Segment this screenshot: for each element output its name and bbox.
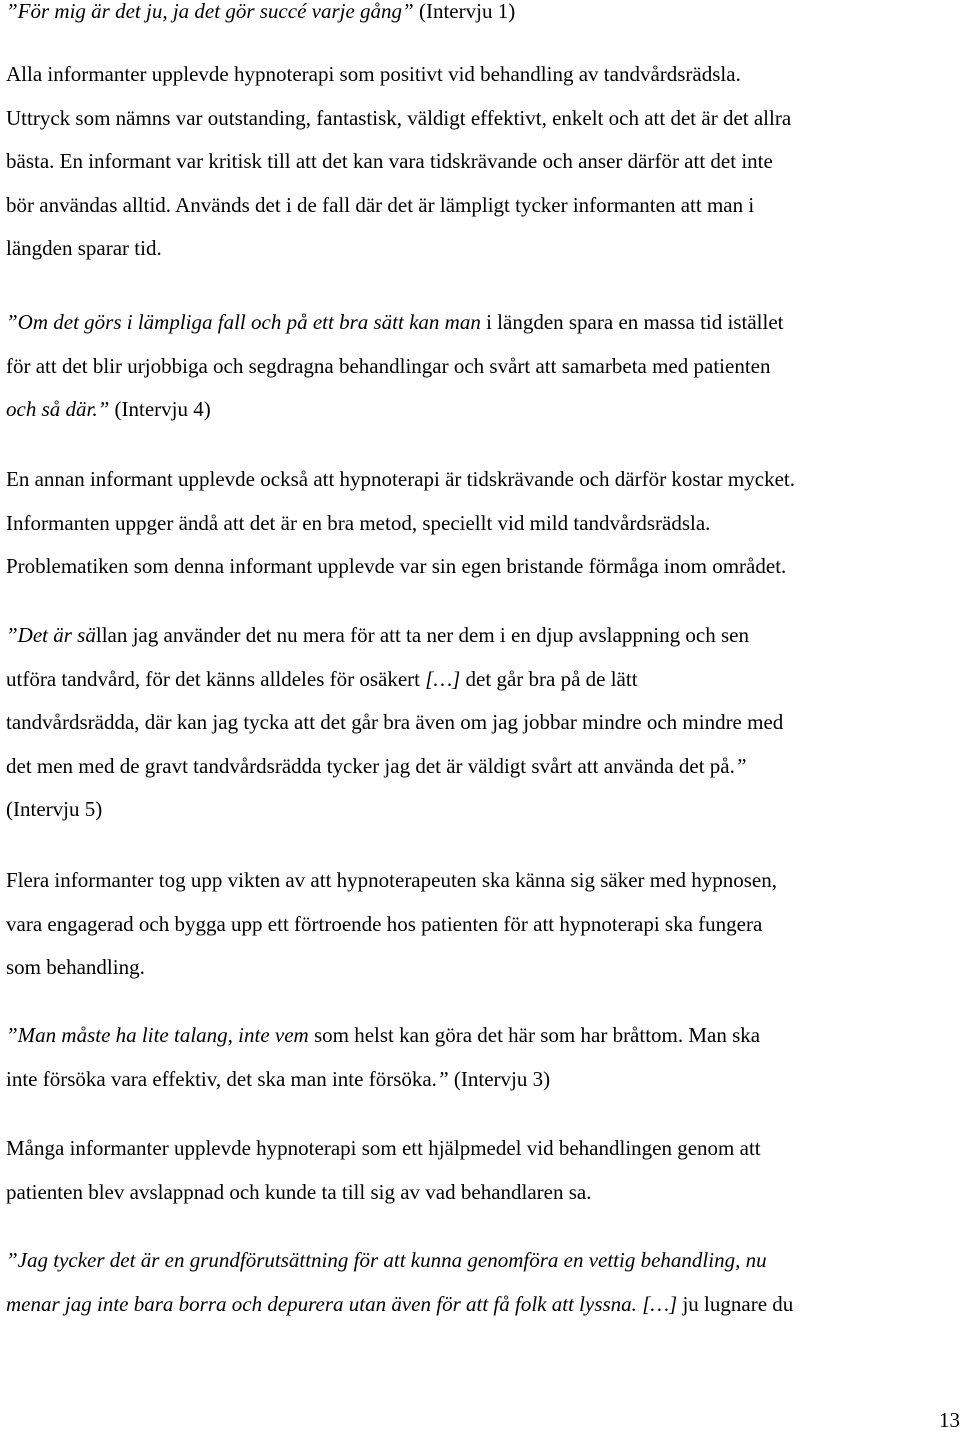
paragraph-line: Problematiken som denna informant upplevde var sin egen bristande förmåga inom området. (6, 554, 787, 578)
paragraph-line: patienten blev avslappnad och kunde ta till sig av vad behandlaren sa. (6, 1179, 592, 1204)
paragraph-line: längden sparar tid. (6, 236, 162, 260)
quote-text: det men med de gravt tandvårdsrädda tycker jag det är väldigt svårt att använda det på. (6, 753, 735, 778)
paragraph-line: Flera informanter tog upp vikten av att hypnoterapeuten ska känna sig säker med hypnosen, (6, 868, 777, 892)
paragraph-line: vara engagerad och bygga upp ett förtroende hos patienten för att hypnoterapi ska fungera (6, 911, 763, 936)
quote-line (6, 658, 956, 702)
quote-text: menar jag inte bara borra och depurera utan även för att få folk att lyssna. (6, 1291, 637, 1316)
quote-line (6, 0, 956, 34)
quote-line (6, 1239, 956, 1283)
paragraph-3 (6, 859, 956, 990)
quote-line (6, 1058, 956, 1102)
quote-line (6, 614, 956, 658)
quote-text: inte försöka vara effektiv, det ska man inte försöka. (6, 1066, 437, 1091)
paragraph-line: Alla informanter upplevde hypnoterapi som positivt vid behandling av tandvårdsrädsla. (6, 62, 741, 86)
quote-intervju-3 (6, 1014, 956, 1101)
quote-source: (Intervju 3) (448, 1066, 551, 1091)
paragraph-4 (6, 1127, 956, 1214)
quote-intervju-4 (6, 301, 956, 432)
quote-text: ju lugnare du (677, 1291, 794, 1316)
quote-text: ”Det är sä (6, 623, 96, 647)
quote-text: ”Man måste ha lite talang, inte vem (6, 1023, 309, 1047)
quote-line (6, 301, 956, 345)
quote-line (6, 1283, 956, 1327)
quote-mark: ” (734, 753, 747, 778)
quote-text: i längden spara en massa tid istället (480, 310, 784, 334)
paragraph-line: Många informanter upplevde hypnoterapi som ett hjälpmedel vid behandlingen genom att (6, 1136, 761, 1160)
paragraph-line: Informanten uppger ändå att det är en bra metod, speciellt vid mild tandvårdsrädsla. (6, 510, 711, 535)
quote-text: ”Jag tycker det är en grundförutsättning för att kunna genomföra en vettig behandling, nu (6, 1248, 767, 1272)
paragraph-line: En annan informant upplevde också att hypnoterapi är tidskrävande och därför kostar mycket. (6, 467, 795, 491)
quote-text: llan jag använder det nu mera för att ta ner dem i en djup avslappning och sen (95, 623, 749, 647)
page-number: 13 (939, 1408, 960, 1432)
paragraph-2 (6, 458, 956, 589)
quote-source: (Intervju 1) (413, 0, 516, 23)
paragraph-line: bör användas alltid. Används det i de fall där det är lämpligt tycker informanten att man i (6, 192, 755, 217)
quote-intervju-5 (6, 614, 956, 832)
paragraph-1 (6, 53, 956, 271)
quote-source: (Intervju 4) (109, 397, 211, 421)
quote-text: utföra tandvård, för det känns alldeles för osäkert (6, 666, 426, 691)
quote-intervju-1 (6, 0, 956, 34)
quote-omission: […] (636, 1291, 678, 1316)
quote-text: och så där.” (6, 397, 110, 421)
quote-final (6, 1239, 956, 1326)
quote-line (6, 388, 956, 432)
quote-line (6, 1014, 956, 1058)
paragraph-line: som behandling. (6, 955, 145, 979)
quote-mark: ” (436, 1066, 449, 1091)
quote-line: tandvårdsrädda, där kan jag tycka att det går bra även om jag jobbar mindre och mindre med (6, 710, 784, 734)
quote-source: (Intervju 5) (6, 797, 103, 821)
quote-line: för att det blir urjobbiga och segdragna behandlingar och svårt att samarbeta med patienten (6, 353, 771, 378)
paragraph-line: bästa. En informant var kritisk till att det kan vara tidskrävande och anser därför att det inte (6, 149, 773, 173)
paragraph-line: Uttryck som nämns var outstanding, fantastisk, väldigt effektivt, enkelt och att det är det allra (6, 105, 792, 130)
quote-text: det går bra på de lätt (460, 666, 638, 691)
quote-omission: […] (425, 666, 461, 691)
quote-text: ”För mig är det ju, ja det gör succé varje gång” (6, 0, 414, 23)
quote-text: ”Om det görs i lämpliga fall och på ett bra sätt kan man (6, 310, 481, 334)
quote-text: som helst kan göra det här som har bråttom. Man ska (308, 1023, 761, 1047)
quote-line (6, 745, 956, 789)
